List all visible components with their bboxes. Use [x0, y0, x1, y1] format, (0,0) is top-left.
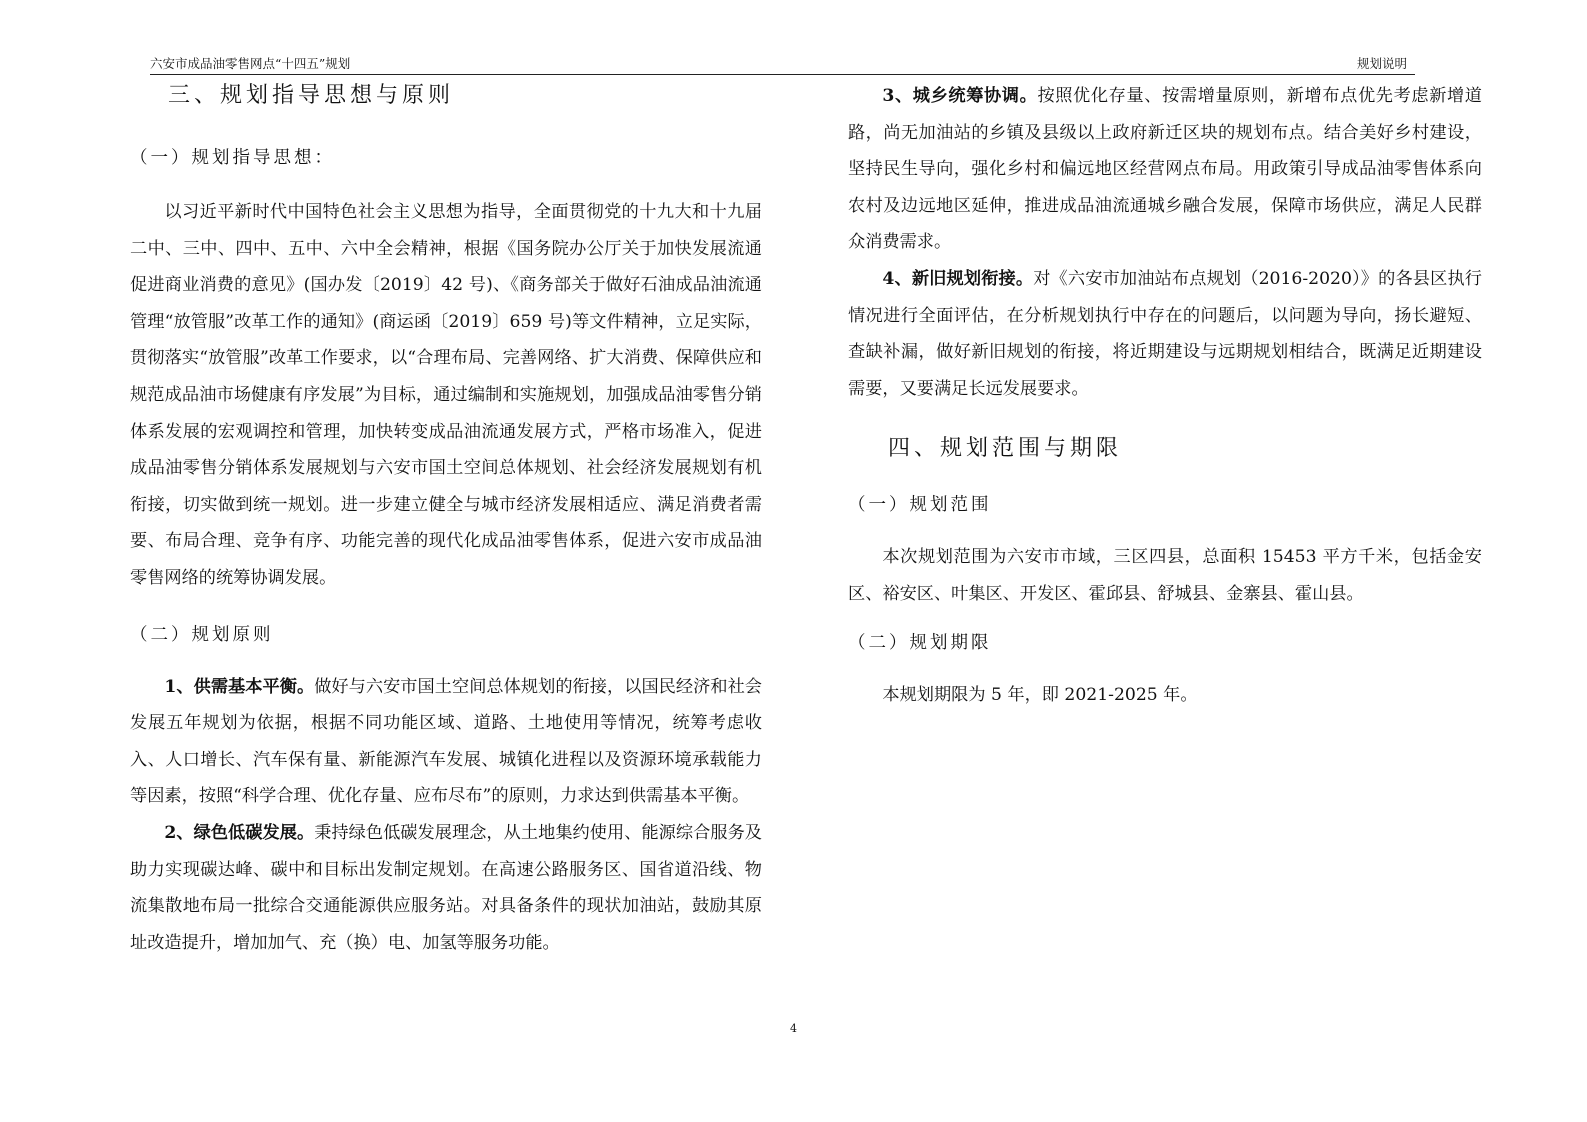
left-column	[130, 78, 762, 961]
paragraph-guiding-thought: 以习近平新时代中国特色社会主义思想为指导，全面贯彻党的十九大和十九届二中、三中、四中、五中、六中全会精神，根据《国务院办公厅关于加快发展流通促进商业消费的意见》(国办发〔2019〕42 号)、《商务部关于做好石油成品油流通管理“放管服”改革工作的通知》(商运函〔2019〕659 号)等文件精神，立足实际，贯彻落实“放管服”改革工作要求，以“合理布局、完善网络、扩大消费、保障供应和规范成品油市场健康有序发展”为目标，通过编制和实施规划，加强成品油零售分销体系发展的宏观调控和管理，加快转变成品油流通发展方式，严格市场准入，促进成品油零售分销体系发展规划与六安市国土空间总体规划、社会经济发展规划有机衔接，切实做到统一规划。进一步建立健全与城市经济发展相适应、满足消费者需要、布局合理、竞争有序、功能完善的现代化成品油零售体系，促进六安市成品油零售网络的统筹协调发展。	[130, 202, 762, 588]
subheading-period: （二）规划期限	[848, 632, 992, 653]
principle-4-title: 4、新旧规划衔接。	[882, 268, 1034, 289]
paragraph-period: 本规划期限为 5 年，即 2021-2025 年。	[882, 684, 1198, 705]
header-section-label: 规划说明	[1356, 56, 1407, 71]
principle-4-text: 对《六安市加油站布点规划（2016-2020）》的各县区执行情况进行全面评估，在分析规划执行中存在的问题后，以问题为导向，扬长避短、查缺补漏，做好新旧规划的衔接，将近期建设与远期规划相结合，既满足近期建设需要，又要满足长远发展要求。	[848, 268, 1482, 399]
page-header	[150, 56, 1415, 75]
principle-2-text: 秉持绿色低碳发展理念，从土地集约使用、能源综合服务及助力实现碳达峰、碳中和目标出发制定规划。在高速公路服务区、国省道沿线、物流集散地布局一批综合交通能源供应服务站。对具备条件的现状加油站，鼓励其原址改造提升，增加加气、充（换）电、加氢等服务功能。	[130, 822, 762, 953]
principle-1-paragraph	[130, 669, 762, 815]
principle-4-paragraph	[848, 261, 1482, 407]
right-column	[848, 78, 1482, 713]
principle-3-paragraph	[848, 78, 1482, 261]
principle-3-title: 3、城乡统筹协调。	[882, 86, 1038, 106]
principle-1-title: 1、供需基本平衡。	[164, 676, 315, 697]
principle-3-text: 按照优化存量、按需增量原则，新增布点优先考虑新增道路，尚无加油站的乡镇及县级以上政府新迁区块的规划布点。结合美好乡村建设，坚持民生导向，强化乡村和偏远地区经营网点布局。用政策引导成品油零售体系向农村及边远地区延伸，推进成品油流通城乡融合发展，保障市场供应，满足人民群众消费需求。	[848, 86, 1482, 253]
paragraph-scope: 本次规划范围为六安市市域，三区四县，总面积 15453 平方千米，包括金安区、裕安区、叶集区、开发区、霍邱县、舒城县、金寨县、霍山县。	[848, 547, 1482, 604]
principle-1-text: 做好与六安市国土空间总体规划的衔接，以国民经济和社会发展五年规划为依据，根据不同功能区域、道路、土地使用等情况，统筹考虑收入、人口增长、汽车保有量、新能源汽车发展、城镇化进程以及资源环境承载能力等因素，按照“科学合理、优化存量、应布尽布”的原则，力求达到供需基本平衡。	[130, 676, 762, 807]
header-document-title: 六安市成品油零售网点“十四五”规划	[150, 56, 351, 71]
principle-2-paragraph	[130, 815, 762, 961]
subheading-scope: （一）规划范围	[848, 495, 992, 516]
subheading-guiding-thought: （一）规划指导思想：	[130, 148, 335, 168]
page-number: 4	[790, 1022, 797, 1035]
section-heading-3: 三、规划指导思想与原则	[168, 83, 455, 108]
section-heading-4: 四、规划范围与期限	[888, 436, 1123, 462]
principle-2-title: 2、绿色低碳发展。	[164, 822, 315, 843]
subheading-principles: （二）规划原则	[130, 624, 274, 645]
